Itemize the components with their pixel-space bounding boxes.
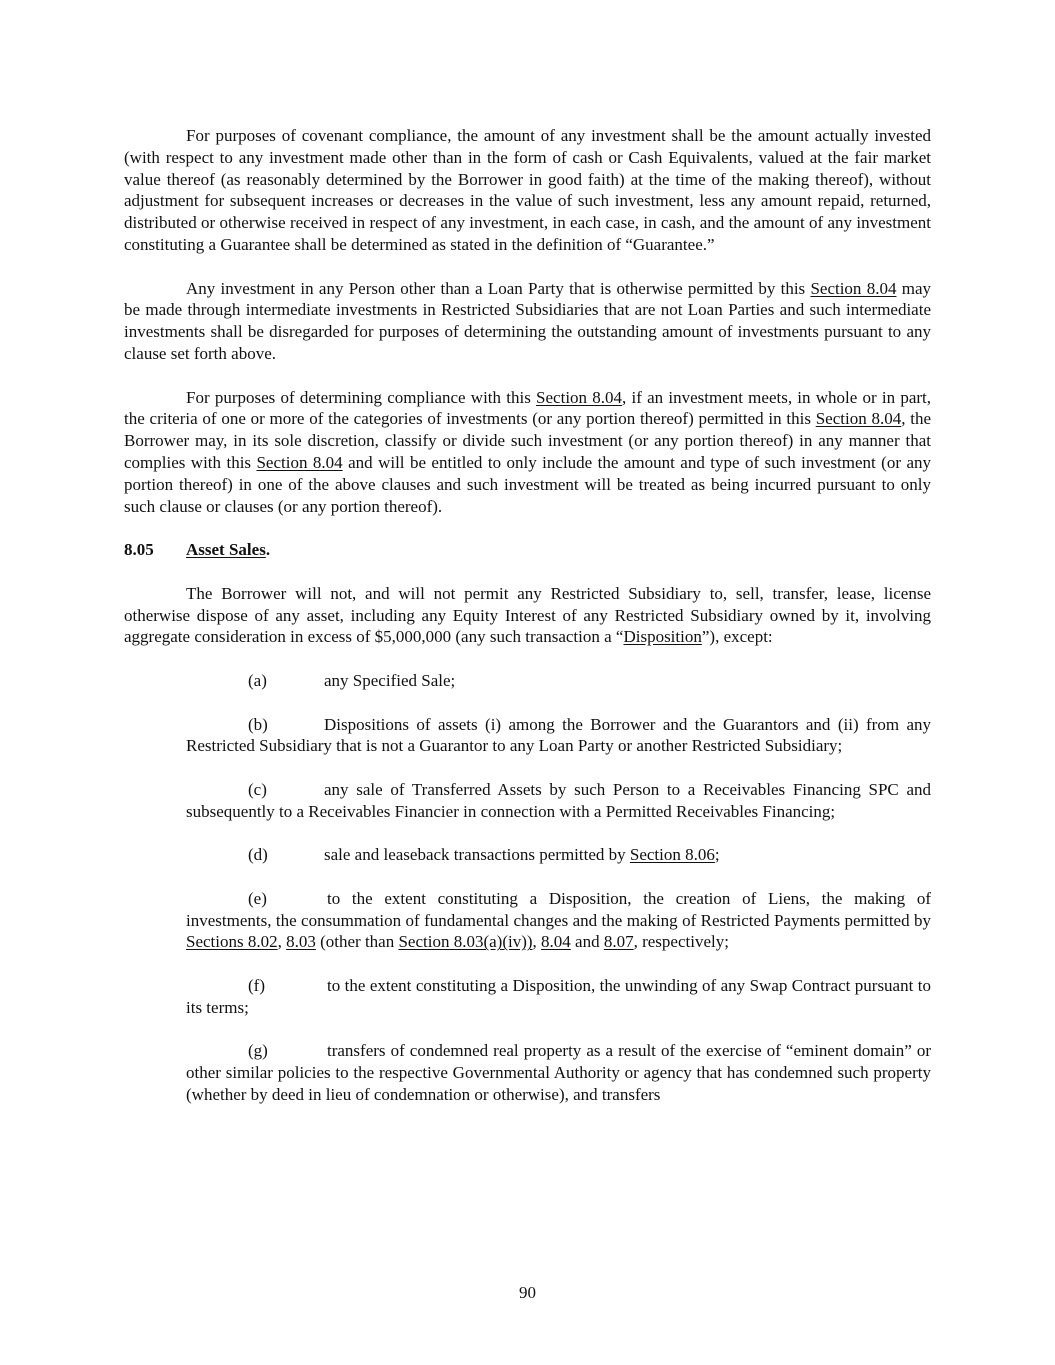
paragraph-compliance-classification: For purposes of determining compliance with this Section 8.04, if an investment meets, in whole or in part, the criteria of one or more of the categories of investments (or any portion thereof) permitted in this Section 8.04, the Borrower may, in its sole discretion, classify or divide such investment (or any portion thereof) in any manner that complies with this Section 8.04 and will be entitled to only include the amount and type of such investment (or any portion thereof) in one of the above clauses and such investment will be treated as being incurred pursuant to only such clause or clauses (or any portion thereof).: [124, 387, 932, 516]
item-label: (e): [248, 888, 267, 908]
section-reference: Section 8.06: [629, 845, 715, 865]
list-item-e: (e) to the extent constituting a Disposition, the creation of Liens, the making of investments, the consummation of fundamental changes and the making of Restricted Payments permitted by Sections 8.02, 8.03 (other than Section 8.03(a)(iv)), 8.04 and 8.07, respectively;: [186, 888, 931, 952]
list-item-f: [186, 975, 931, 1019]
list-item-b: [186, 714, 931, 758]
item-text: Dispositions of assets (i) among the Borrower and the Guarantors and (ii) from any Restricted Subsidiary that is not a Guarantor to any Loan Party or another Restricted Subsidiary;: [186, 714, 931, 756]
section-reference: Section 8.04: [536, 387, 623, 407]
item-label: (c): [248, 779, 267, 799]
item-label: (f): [248, 976, 265, 996]
item-label: (d): [248, 845, 268, 865]
defined-term: Disposition: [623, 627, 702, 647]
section-reference: 8.07: [603, 932, 634, 952]
document-page: [124, 125, 931, 1106]
item-text: any Specified Sale;: [324, 670, 456, 690]
list-item-c: [186, 779, 931, 823]
paragraph-asset-sales-intro: The Borrower will not, and will not permit any Restricted Subsidiary to, sell, transfer, lease, license otherwise dispose of any asset, including any Equity Interest of any Restricted Subsidiary owned by it, involving aggregate consideration in excess of $5,000,000 (any such transaction a “Disposition”), except:: [124, 583, 931, 647]
item-text: any sale of Transferred Assets by such Person to a Receivables Financing SPC and subsequently to a Receivables Financier in connection with a Permitted Receivables Financing;: [186, 779, 931, 821]
section-title: Asset Sales: [186, 540, 266, 560]
section-heading: 8.05 Asset Sales.: [124, 540, 271, 560]
list-item-g: [186, 1040, 931, 1105]
section-number: 8.05: [124, 540, 154, 560]
section-reference: Section 8.03(a)(iv)): [398, 932, 533, 952]
section-reference: Section 8.04: [256, 452, 343, 472]
section-reference: 8.03: [286, 932, 316, 952]
section-reference: 8.04: [541, 932, 571, 952]
section-reference: Section 8.04: [810, 278, 897, 298]
list-item-d: (d) sale and leaseback transactions permitted by Section 8.06;: [248, 845, 720, 865]
section-reference: Sections 8.02: [186, 932, 278, 952]
page-number: 90: [519, 1283, 536, 1302]
paragraph-intermediate-investments: Any investment in any Person other than a Loan Party that is otherwise permitted by this Section 8.04 may be made through intermediate investments in Restricted Subsidiaries that are not Loan Parties and such intermediate investments shall be disregarded for purposes of determining the outstanding amount of investments pursuant to any clause set forth above.: [124, 278, 931, 363]
item-text: to the extent constituting a Disposition, the unwinding of any Swap Contract pursuant to its terms;: [186, 976, 931, 1017]
item-label: (a): [248, 670, 267, 690]
list-item-a: [186, 670, 931, 692]
item-text: transfers of condemned real property as a result of the exercise of “eminent domain” or other similar policies to the respective Governmental Authority or agency that has condemned such property (whether by deed in lieu of condemnation or otherwise), and transfers: [186, 1041, 931, 1105]
paragraph-covenant-compliance: For purposes of covenant compliance, the amount of any investment shall be the amount actually invested (with respect to any investment made other than in the form of cash or Cash Equivalents, valued at the fair market value thereof (as reasonably determined by the Borrower in good faith) at the time of the making thereof), without adjustment for subsequent increases or decreases in the value of such investment, less any amount repaid, returned, distributed or otherwise received in respect of any investment, in each case, in cash, and the amount of any investment constituting a Guarantee shall be determined as stated in the definition of “Guarantee.”: [124, 126, 931, 254]
section-reference: Section 8.04: [815, 409, 902, 429]
item-label: (g): [248, 1041, 268, 1061]
item-label: (b): [248, 714, 268, 734]
